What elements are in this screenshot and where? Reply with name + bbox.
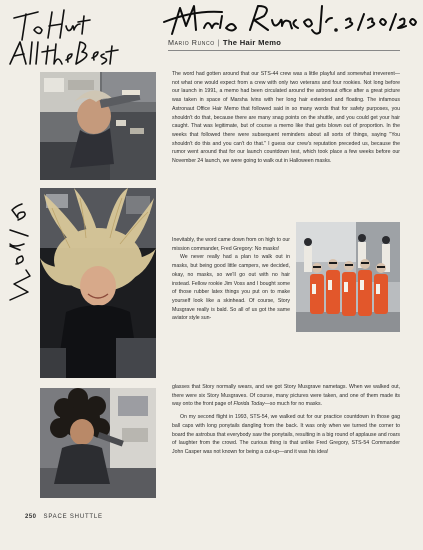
paragraph-1-part-a: The word had gotten around that our STS-44 crew was a little playful and somewhat irreverent—not what one would expect from a crew with only two veterans and four rookies. Not long before our launch in 1991, a memo had been circulated around the astronaut office after a great picture was taken in space of Marsha Ivins with her long hair extended and floating. The infamous Astronaut Office Hair Memo that followed said in so many words that for safety purposes, you shouldn't do that, because there are many snag points on the shuttle, and you could get your hair caught. That was legitimate, but of course a memo like that gets blown out of proportion. In the weeks that followed there were subsequent reminders about all sorts of things, saying "You shouldn't do this and you can't do that." I guess our crew's reputation preceded us, because the rumor went around that for our launch countdown test, which took place a few weeks before our November 24 launch, we were going to walk out in Halloween masks.	[172, 71, 400, 165]
section-name: SPACE SHUTTLE	[43, 514, 103, 520]
vertical-signature	[2, 200, 36, 310]
paragraph-1-part-b: Inevitably, the word came down from on high to our mission commander, Fred Gregory: No masks!	[172, 237, 290, 252]
article-body-narrow	[172, 236, 290, 323]
paragraph-2-end: —so much for no masks.	[264, 401, 323, 408]
article-body	[172, 70, 400, 166]
article-header	[168, 38, 281, 47]
article-body-continued	[172, 383, 400, 457]
paragraph-2-part-b: glasses that Story normally wears, and we got Story Musgrave nametags. When we walked out, there were six Story Musgraves. Of course, many pictures were taken, and one of them made its way onto the front page of Florida Today—so much for no masks.	[172, 384, 400, 408]
page-footer	[25, 514, 103, 520]
header-divider	[168, 50, 400, 51]
photo-curly-hair-astronaut	[40, 388, 156, 498]
photo-astronaut-at-controls	[40, 72, 156, 180]
handwritten-inscription	[4, 2, 132, 72]
photo-crew-walkout	[296, 222, 400, 332]
paragraph-3: On my second flight in 1993, STS-54, we walked out for our practice countdown in those gag ball caps with long ponytails dangling from the back. It was only when we turned the corner to board the astrobus that everybody saw the ponytails, resulting in a big round of applause and roars of laughter from the crowd. The curious thing is that unlike Fred Gregory, STS-54 Commander John Casper was not known for being a cut-up—and it was his idea!	[172, 414, 400, 455]
author-name: Mario Runco	[168, 38, 215, 47]
photo-floating-hair	[40, 188, 156, 378]
newspaper-name: Florida Today	[233, 401, 265, 408]
header-separator: |	[217, 38, 220, 47]
paragraph-2-part-a: We never really had a plan to walk out in masks, but being good little campers, we decided, okay, no masks, so we'll go out with no hair instead. Fellow rookie Jim Voss and I bought some of those rubber latex things you put on to make yourself look like a skinhead. Of course, Story Musgrave really is bald. So all of us got the same aviator style sun-	[172, 254, 290, 322]
page-number: 250	[25, 514, 37, 520]
autograph-signature	[150, 0, 423, 40]
article-title: The Hair Memo	[222, 38, 282, 47]
